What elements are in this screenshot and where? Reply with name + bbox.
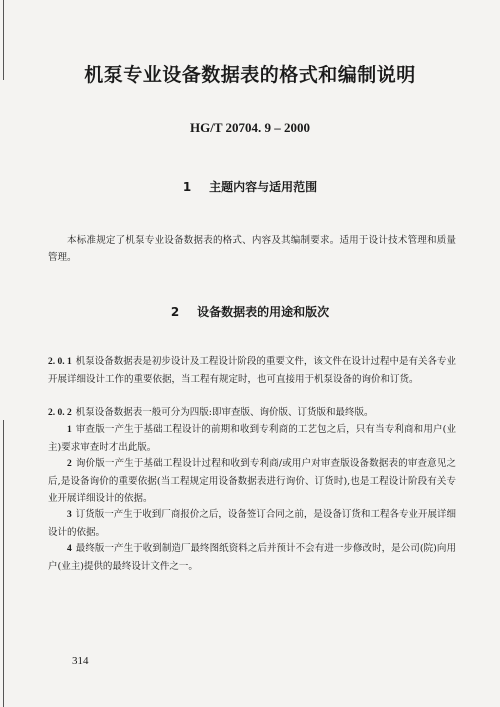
section-2-heading xyxy=(0,303,500,320)
section-1-heading xyxy=(0,178,500,195)
section-1-number: 1 xyxy=(182,180,192,194)
section-2-number: 2 xyxy=(170,305,180,319)
clause-2-0-2 xyxy=(48,404,456,422)
clause-2-0-2-text: 机泵设备数据表一般可分为四版:即审查版、询价版、订货版和最终版。 xyxy=(75,407,374,418)
item-1-text: 审查版一产生于基础工程设计的前期和收到专利商的工艺包之后，只有当专利商和用户(业主)要求审查时才出此版。 xyxy=(48,424,456,453)
item-2-label: 2 xyxy=(67,459,72,469)
standard-number: HG/T 20704. 9 – 2000 xyxy=(189,120,311,135)
clause-2-0-1-label: 2. 0. 1 xyxy=(48,357,72,367)
section-2-title: 设备数据表的用途和版次 xyxy=(197,305,330,319)
item-4 xyxy=(48,540,456,575)
clause-2-0-1-text: 机泵设备数据表是初步设计及工程设计阶段的重要文件，该文件在设计过程中是有关各专业开展详细设计工作的重要依据，当工程有规定时，也可直接用于机泵设备的询价和订货。 xyxy=(48,356,456,385)
item-3-label: 3 xyxy=(67,510,72,520)
item-1 xyxy=(48,421,456,456)
item-2-text: 询价版一产生于基础工程设计过程和收到专利商/或用户对审查版设备数据表的审查意见之后,是设备询价的重要依据(当工程规定用设备数据表进行询价、订货时),也是工程设计阶段有关专业开展详细设计的依据。 xyxy=(48,458,456,504)
document-title: 机泵专业设备数据表的格式和编制说明 xyxy=(84,64,416,86)
item-3 xyxy=(48,506,456,541)
item-2 xyxy=(48,455,456,507)
page-number: 314 xyxy=(72,655,89,667)
section-1-body: 本标准规定了机泵专业设备数据表的格式、内容及其编制要求。适用于设计技术管理和质量管理。 xyxy=(48,235,456,263)
item-4-text: 最终版一产生于收到制造厂最终图纸资料之后并预计不会有进一步修改时，是公司(院)向用户(业主)提供的最终设计文件之一。 xyxy=(48,543,456,572)
item-1-label: 1 xyxy=(67,425,72,435)
left-margin-line-lower xyxy=(3,420,4,707)
item-4-label: 4 xyxy=(67,544,72,554)
clause-2-0-1 xyxy=(48,353,456,388)
section-1-title: 主题内容与适用范围 xyxy=(209,180,318,194)
item-3-text: 订货版一产生于收到厂商报价之后，设备签订合同之前，是设备订货和工程各专业开展详细设计的依据。 xyxy=(48,509,456,538)
clause-2-0-2-label: 2. 0. 2 xyxy=(48,408,72,418)
